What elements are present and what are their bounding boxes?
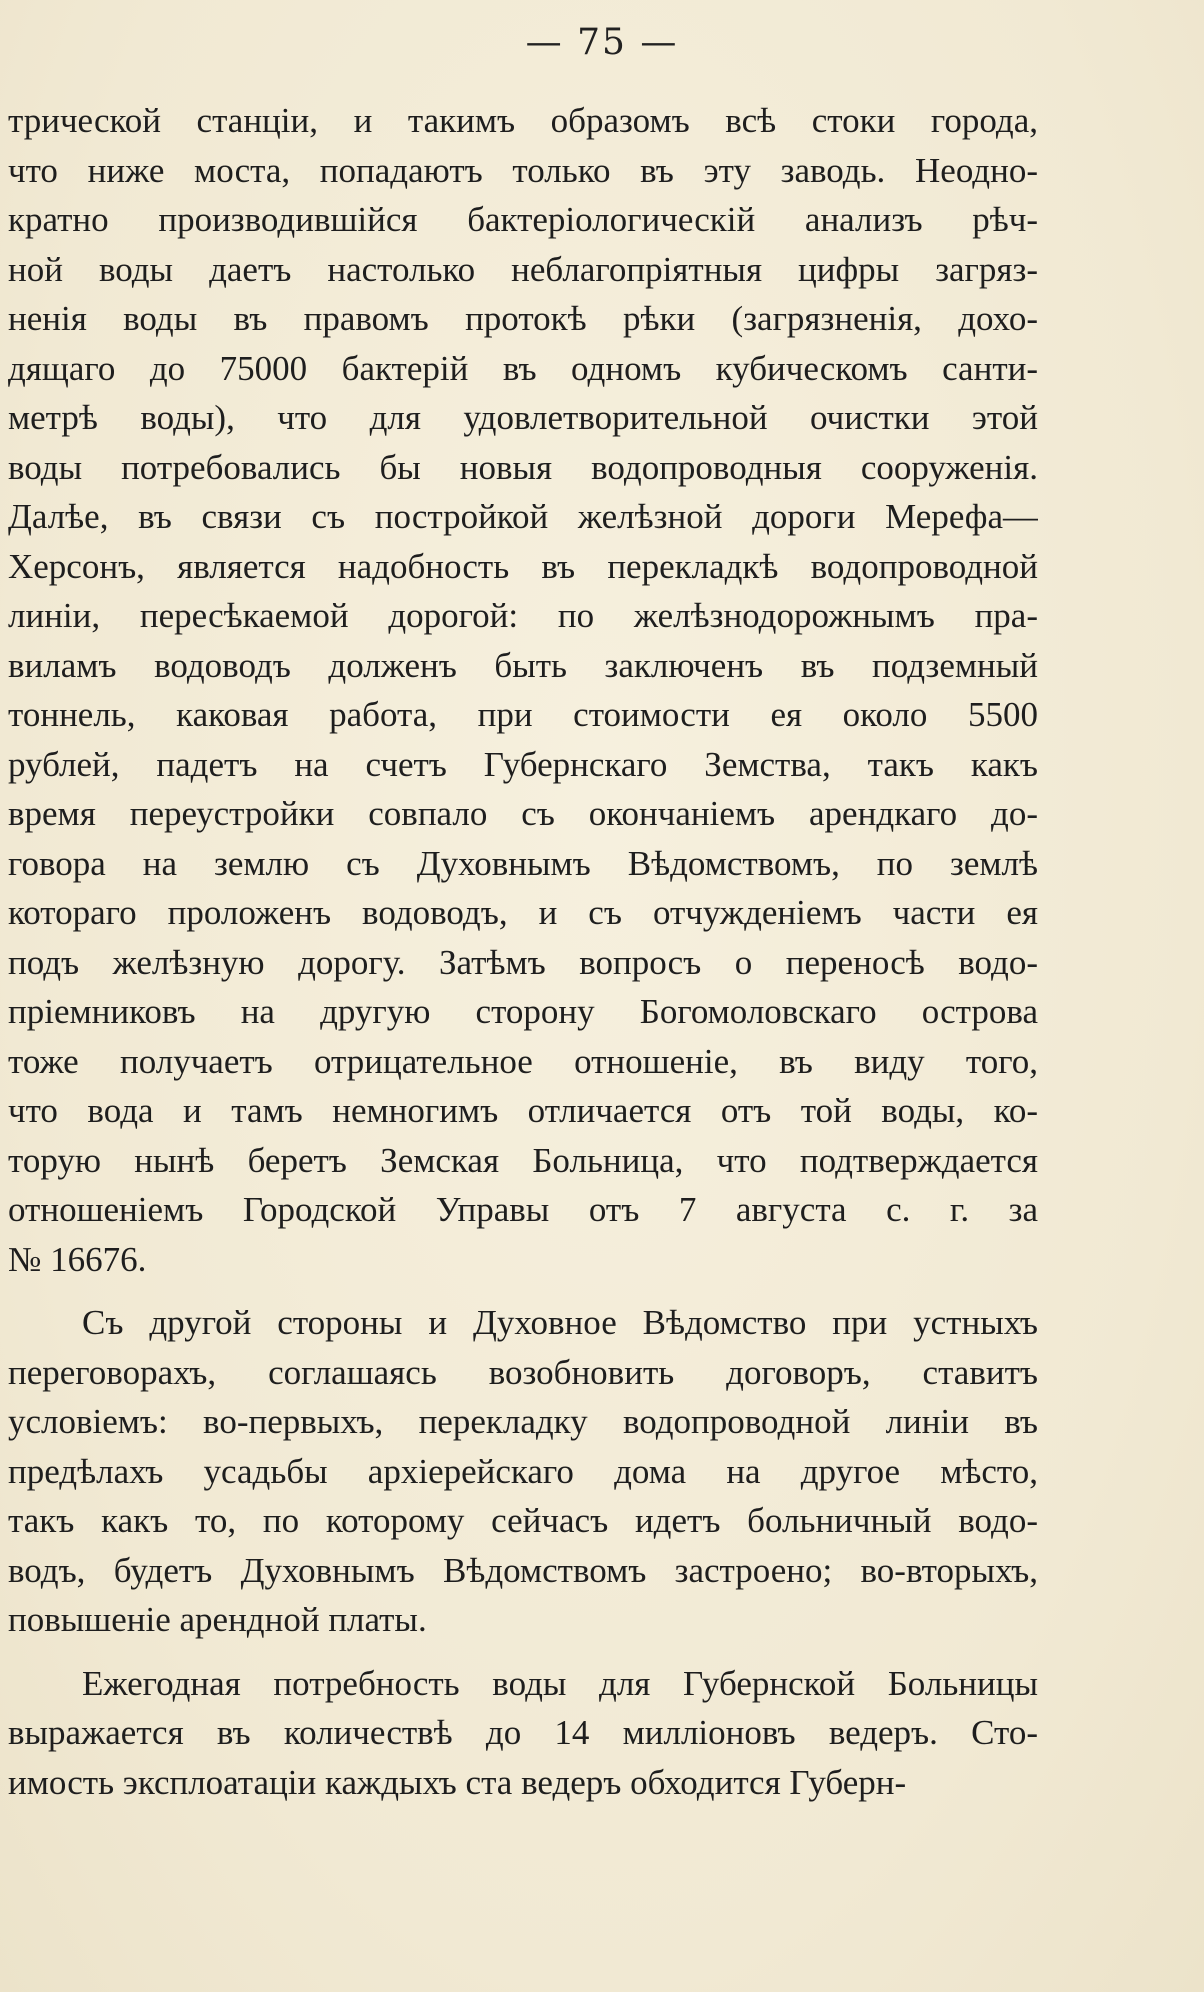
- text-line: выражается въ количествѣ до 14 милліоновъ ведеръ. Сто-: [8, 1713, 1038, 1752]
- text-line: воды потребовались бы новыя водопроводныя сооруженія.: [8, 447, 1038, 487]
- text-line: торую нынѣ беретъ Земская Больница, что подтверждается: [8, 1140, 1038, 1180]
- text-line: что вода и тамъ немногимъ отличается отъ той воды, ко-: [8, 1091, 1038, 1130]
- paragraph: [8, 1298, 1038, 1645]
- page-number: — 75 —: [525, 22, 679, 63]
- text-line: ной воды даетъ настолько неблагопріятныя цифры загряз-: [8, 249, 1038, 289]
- text-line: линіи, пересѣкаемой дорогой: по желѣзнодорожнымъ пра-: [8, 596, 1038, 635]
- text-line: водъ, будетъ Духовнымъ Вѣдомствомъ застроено; во-вторыхъ,: [8, 1550, 1038, 1590]
- paragraph-gap: [8, 1284, 1038, 1298]
- text-line: метрѣ воды), что для удовлетворительной очистки этой: [8, 398, 1038, 437]
- text-line: № 16676.: [8, 1239, 147, 1279]
- text-line: Херсонъ, является надобность въ перекладкѣ водопроводной: [8, 546, 1038, 586]
- text-line: рублей, падетъ на счетъ Губернскаго Земства, такъ какъ: [8, 744, 1038, 784]
- text-line: предѣлахъ усадьбы архіерейскаго дома на другое мѣсто,: [8, 1451, 1038, 1491]
- text-line: имость эксплоатаціи каждыхъ ста ведеръ обходится Губерн-: [8, 1762, 907, 1802]
- text-line: отношеніемъ Городской Управы отъ 7 августа с. г. за: [8, 1190, 1038, 1229]
- text-line: подъ желѣзную дорогу. Затѣмъ вопросъ о переносѣ водо-: [8, 942, 1038, 982]
- text-line: котораго проложенъ водоводъ, и съ отчужденіемъ части ея: [8, 893, 1038, 932]
- text-line: переговорахъ, соглашаясь возобновить договоръ, ставитъ: [8, 1352, 1038, 1392]
- text-line: пріемниковъ на другую сторону Богомоловскаго острова: [8, 992, 1038, 1031]
- text-line: тоже получаетъ отрицательное отношеніе, въ виду того,: [8, 1041, 1038, 1081]
- paragraph-gap: [8, 1645, 1038, 1659]
- text-line: говора на землю съ Духовнымъ Вѣдомствомъ, по землѣ: [8, 843, 1038, 883]
- text-line: Ежегодная потребность воды для Губернской Больницы: [82, 1663, 1038, 1703]
- text-line: условіемъ: во-первыхъ, перекладку водопроводной линіи въ: [8, 1402, 1038, 1441]
- text-line: такъ какъ то, по которому сейчасъ идетъ больничный водо-: [8, 1501, 1038, 1540]
- text-line: дящаго до 75000 бактерій въ одномъ кубическомъ санти-: [8, 348, 1038, 388]
- text-line: ненія воды въ правомъ протокѣ рѣки (загрязненія, дохо-: [8, 299, 1038, 338]
- text-line: время переустройки совпало съ окончаніемъ арендкаго до-: [8, 794, 1038, 833]
- text-line: Далѣе, въ связи съ постройкой желѣзной дороги Мерефа—: [8, 497, 1038, 536]
- text-line: кратно производившійся бактеріологическій анализъ рѣч-: [8, 200, 1038, 239]
- text-line: повышеніе арендной платы.: [8, 1600, 427, 1639]
- paragraph: [8, 96, 1038, 1284]
- text-line: трической станціи, и такимъ образомъ всѣ стоки города,: [8, 101, 1038, 140]
- text-line: Съ другой стороны и Духовное Вѣдомство при устныхъ: [82, 1303, 1038, 1342]
- text-line: тоннель, каковая работа, при стоимости ея около 5500: [8, 695, 1038, 734]
- body-text: [8, 96, 1038, 1807]
- paragraph: [8, 1659, 1038, 1808]
- text-line: что ниже моста, попадаютъ только въ эту заводь. Неодно-: [8, 150, 1038, 190]
- text-line: виламъ водоводъ долженъ быть заключенъ въ подземный: [8, 645, 1038, 685]
